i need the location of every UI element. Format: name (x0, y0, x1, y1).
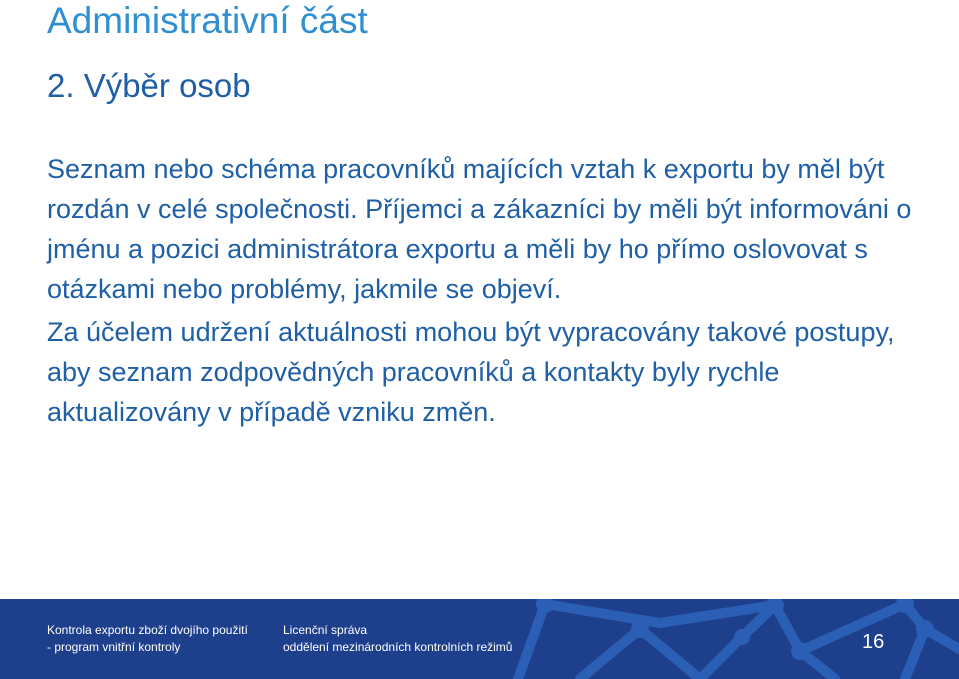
body-paragraph: Za účelem udržení aktuálnosti mohou být vypracovány takové postupy, aby seznam zodpovědných pracovníků a kontakty byly rychle aktualizovány v případě vzniku změn. (47, 317, 895, 427)
slide-subtitle: 2. Výběr osob (47, 67, 251, 104)
slide-title: Administrativní část (47, 0, 368, 41)
slide-body (47, 149, 942, 435)
footer-department (283, 622, 512, 656)
footer-bar (0, 599, 959, 679)
footer-course-title (47, 622, 248, 656)
footer-course-line2: - program vnitřní kontroly (47, 640, 181, 654)
page-number: 16 (862, 631, 885, 653)
footer-department-line1: Licenční správa (283, 623, 368, 637)
footer-department-line2: oddělení mezinárodních kontrolních režimů (283, 640, 513, 654)
body-paragraph: Seznam nebo schéma pracovníků majících vztah k exportu by měl být rozdán v celé společnosti. Příjemci a zákazníci by měli být informováni o jménu a pozici administrátora exportu a měli by ho přímo oslovovat s otázkami nebo problémy, jakmile se objeví. (47, 154, 912, 304)
footer-course-line1: Kontrola exportu zboží dvojího použití (47, 623, 248, 637)
